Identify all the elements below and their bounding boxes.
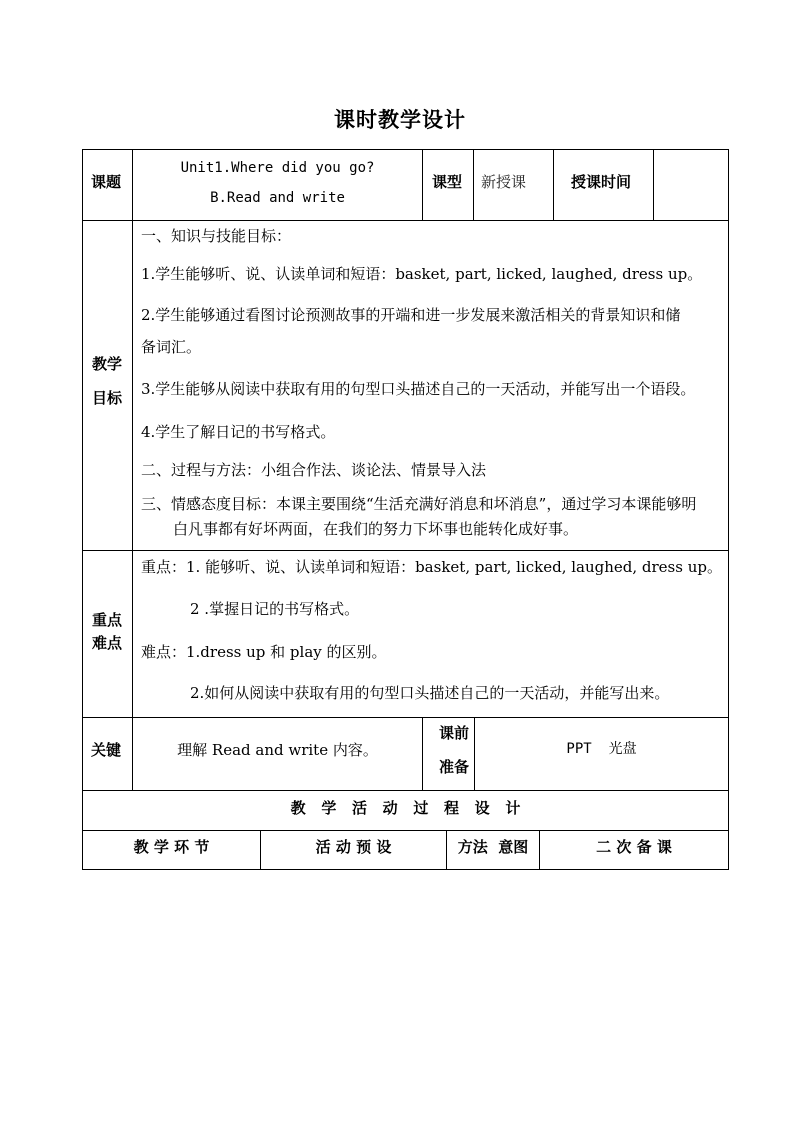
row-divider bbox=[82, 550, 729, 551]
column-divider bbox=[422, 717, 423, 790]
objective-item: 一、知识与技能目标： bbox=[141, 227, 292, 245]
topic-line-2: B.Read and write bbox=[210, 190, 345, 206]
column-header-second-prep: 二 次 备 课 bbox=[596, 838, 672, 856]
column-divider bbox=[653, 149, 654, 220]
key-label: 关键 bbox=[91, 741, 122, 759]
table-border-right bbox=[728, 149, 729, 870]
column-divider bbox=[132, 149, 133, 790]
column-divider bbox=[422, 149, 423, 220]
objective-item: 2.学生能够通过看图讨论预测故事的开端和进一步发展来激活相关的背景知识和储 bbox=[141, 306, 681, 324]
column-header-method-intent: 方法 意图 bbox=[457, 838, 529, 856]
key-points-label-line-2: 难点 bbox=[92, 634, 123, 652]
table-border-bottom bbox=[82, 869, 729, 870]
objective-item: 白凡事都有好坏两面，在我们的努力下坏事也能转化成好事。 bbox=[173, 520, 579, 538]
objective-item: 二、过程与方法：小组合作法、谈论法、情景导入法 bbox=[141, 461, 487, 479]
objective-item: 三、情感态度目标：本课主要围绕“生活充满好消息和坏消息”，通过学习本课能够明 bbox=[141, 495, 697, 513]
table-border-left bbox=[82, 149, 83, 870]
key-point-item: 2 .掌握日记的书写格式。 bbox=[190, 600, 360, 618]
row-divider bbox=[82, 790, 729, 791]
row-divider bbox=[82, 220, 729, 221]
lesson-type-label: 课型 bbox=[432, 173, 463, 191]
objective-item: 3.学生能够从阅读中获取有用的句型口头描述自己的一天活动，并能写出一个语段。 bbox=[141, 380, 696, 398]
column-divider bbox=[553, 149, 554, 220]
preparation-value: PPT 光盘 bbox=[566, 741, 637, 757]
page-title: 课时教学设计 bbox=[334, 107, 466, 132]
column-header-activity-plan: 活 动 预 设 bbox=[315, 838, 392, 856]
objective-item: 4.学生了解日记的书写格式。 bbox=[141, 423, 336, 441]
key-points-label-line-1: 重点 bbox=[92, 611, 123, 629]
row-divider bbox=[82, 717, 729, 718]
row-divider bbox=[82, 830, 729, 831]
topic-line-1: Unit1.Where did you go? bbox=[180, 160, 375, 176]
preparation-label-line-1: 课前 bbox=[439, 724, 470, 742]
class-time-label: 授课时间 bbox=[571, 173, 632, 191]
key-point-item: 2.如何从阅读中获取有用的句型口头描述自己的一天活动，并能写出来。 bbox=[190, 684, 670, 702]
objectives-label-line-1: 教学 bbox=[92, 355, 123, 373]
table-border-top bbox=[82, 149, 729, 150]
key-content: 理解 Read and write 内容。 bbox=[177, 741, 378, 759]
objective-item: 备词汇。 bbox=[141, 338, 202, 356]
objective-item: 1.学生能够听、说、认读单词和短语：basket, part, licked, laughed, dress up。 bbox=[141, 265, 703, 283]
column-header-teaching-stage: 教 学 环 节 bbox=[133, 838, 210, 856]
topic-label: 课题 bbox=[91, 173, 122, 191]
key-point-item: 难点：1.dress up 和 play 的区别。 bbox=[141, 643, 387, 661]
preparation-label-line-2: 准备 bbox=[439, 758, 470, 776]
lesson-type-value: 新授课 bbox=[481, 173, 527, 191]
key-point-item: 重点：1. 能够听、说、认读单词和短语：basket, part, licked, laughed, dress up。 bbox=[141, 558, 722, 576]
activity-section-heading: 教 学 活 动 过 程 设 计 bbox=[290, 799, 521, 817]
objectives-label-line-2: 目标 bbox=[92, 389, 123, 407]
column-divider bbox=[473, 149, 474, 220]
